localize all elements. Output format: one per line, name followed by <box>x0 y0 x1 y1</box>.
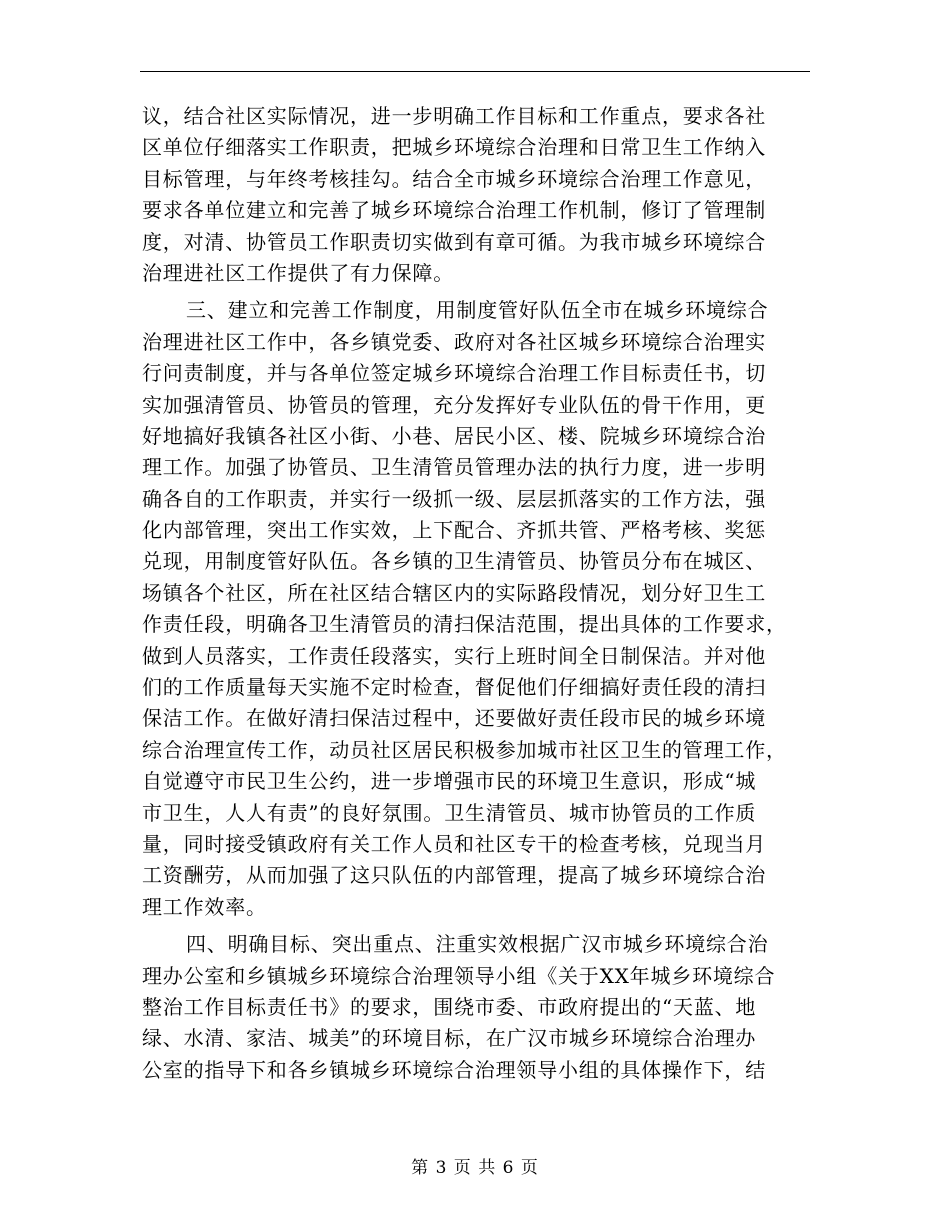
text-line: 度，对清、协管员工作职责切实做到有章可循。为我市城乡环境综合 <box>142 229 766 254</box>
text-line: 实加强清管员、协管员的管理，充分发挥好专业队伍的骨干作用，更 <box>142 392 766 417</box>
header-rule <box>140 71 810 72</box>
text-line: 治理进社区工作提供了有力保障。 <box>142 260 454 285</box>
text-line: 化内部管理，突出工作实效，上下配合、齐抓共管、严格考核、奖惩 <box>142 518 766 543</box>
paragraph-start-line: 三、建立和完善工作制度，用制度管好队伍全市在城乡环境综合 <box>186 298 769 323</box>
text-line: 理办公室和乡镇城乡环境综合治理领导小组《关于XX年城乡环境综合 <box>142 963 776 988</box>
text-line: 们的工作质量每天实施不定时检查，督促他们仔细搞好责任段的清扫 <box>142 675 766 700</box>
text-line: 治理进社区工作中，各乡镇党委、政府对各社区城乡环境综合治理实 <box>142 329 766 354</box>
text-line: 场镇各个社区，所在社区结合辖区内的实际路段情况，划分好卫生工 <box>142 580 766 605</box>
text-line: 议，结合社区实际情况，进一步明确工作目标和工作重点，要求各社 <box>142 104 766 128</box>
text-line: 要求各单位建立和完善了城乡环境综合治理工作机制，修订了管理制 <box>142 198 766 223</box>
text-line: 目标管理，与年终考核挂勾。结合全市城乡环境综合治理工作意见， <box>142 166 766 191</box>
text-line: 理工作效率。 <box>142 894 267 919</box>
text-line: 区单位仔细落实工作职责，把城乡环境综合治理和日常卫生工作纳入 <box>142 135 766 160</box>
text-line: 理工作。加强了协管员、卫生清管员管理办法的执行力度，进一步明 <box>142 455 766 480</box>
text-line: 综合治理宣传工作，动员社区居民积极参加城市社区卫生的管理工作， <box>142 737 787 762</box>
text-line: 做到人员落实，工作责任段落实，实行上班时间全日制保洁。并对他 <box>142 643 766 668</box>
text-line: 确各自的工作职责，并实行一级抓一级、层层抓落实的工作方法，强 <box>142 486 766 511</box>
text-line: 行问责制度，并与各单位签定城乡环境综合治理工作目标责任书，切 <box>142 361 766 386</box>
text-line: 工资酬劳，从而加强了这只队伍的内部管理，提高了城乡环境综合治 <box>142 863 766 888</box>
paragraph-start-line: 四、明确目标、突出重点、注重实效根据广汉市城乡环境综合治 <box>186 932 769 957</box>
text-line: 自觉遵守市民卫生公约，进一步增强市民的环境卫生意识，形成“城 <box>142 769 757 794</box>
text-line: 市卫生，人人有责”的良好氛围。卫生清管员、城市协管员的工作质 <box>142 800 757 825</box>
text-line: 好地搞好我镇各社区小街、小巷、居民小区、楼、院城乡环境综合治 <box>142 423 766 448</box>
text-line: 兑现，用制度管好队伍。各乡镇的卫生清管员、协管员分布在城区、 <box>142 549 766 574</box>
document-body <box>142 101 810 1086</box>
text-line: 保洁工作。在做好清扫保洁过程中，还要做好责任段市民的城乡环境 <box>142 706 766 731</box>
page-number-footer: 第 3 页 共 6 页 <box>411 1158 539 1178</box>
text-line: 整治工作目标责任书》的要求，围绕市委、市政府提出的“天蓝、地 <box>142 994 757 1019</box>
text-line: 作责任段，明确各卫生清管员的清扫保洁范围，提出具体的工作要求， <box>142 612 787 637</box>
text-line: 公室的指导下和各乡镇城乡环境综合治理领导小组的具体操作下，结 <box>142 1057 766 1082</box>
text-line: 量，同时接受镇政府有关工作人员和社区专干的检查考核，兑现当月 <box>142 831 766 856</box>
text-line: 绿、水清、家洁、城美”的环境目标，在广汉市城乡环境综合治理办 <box>142 1026 757 1051</box>
